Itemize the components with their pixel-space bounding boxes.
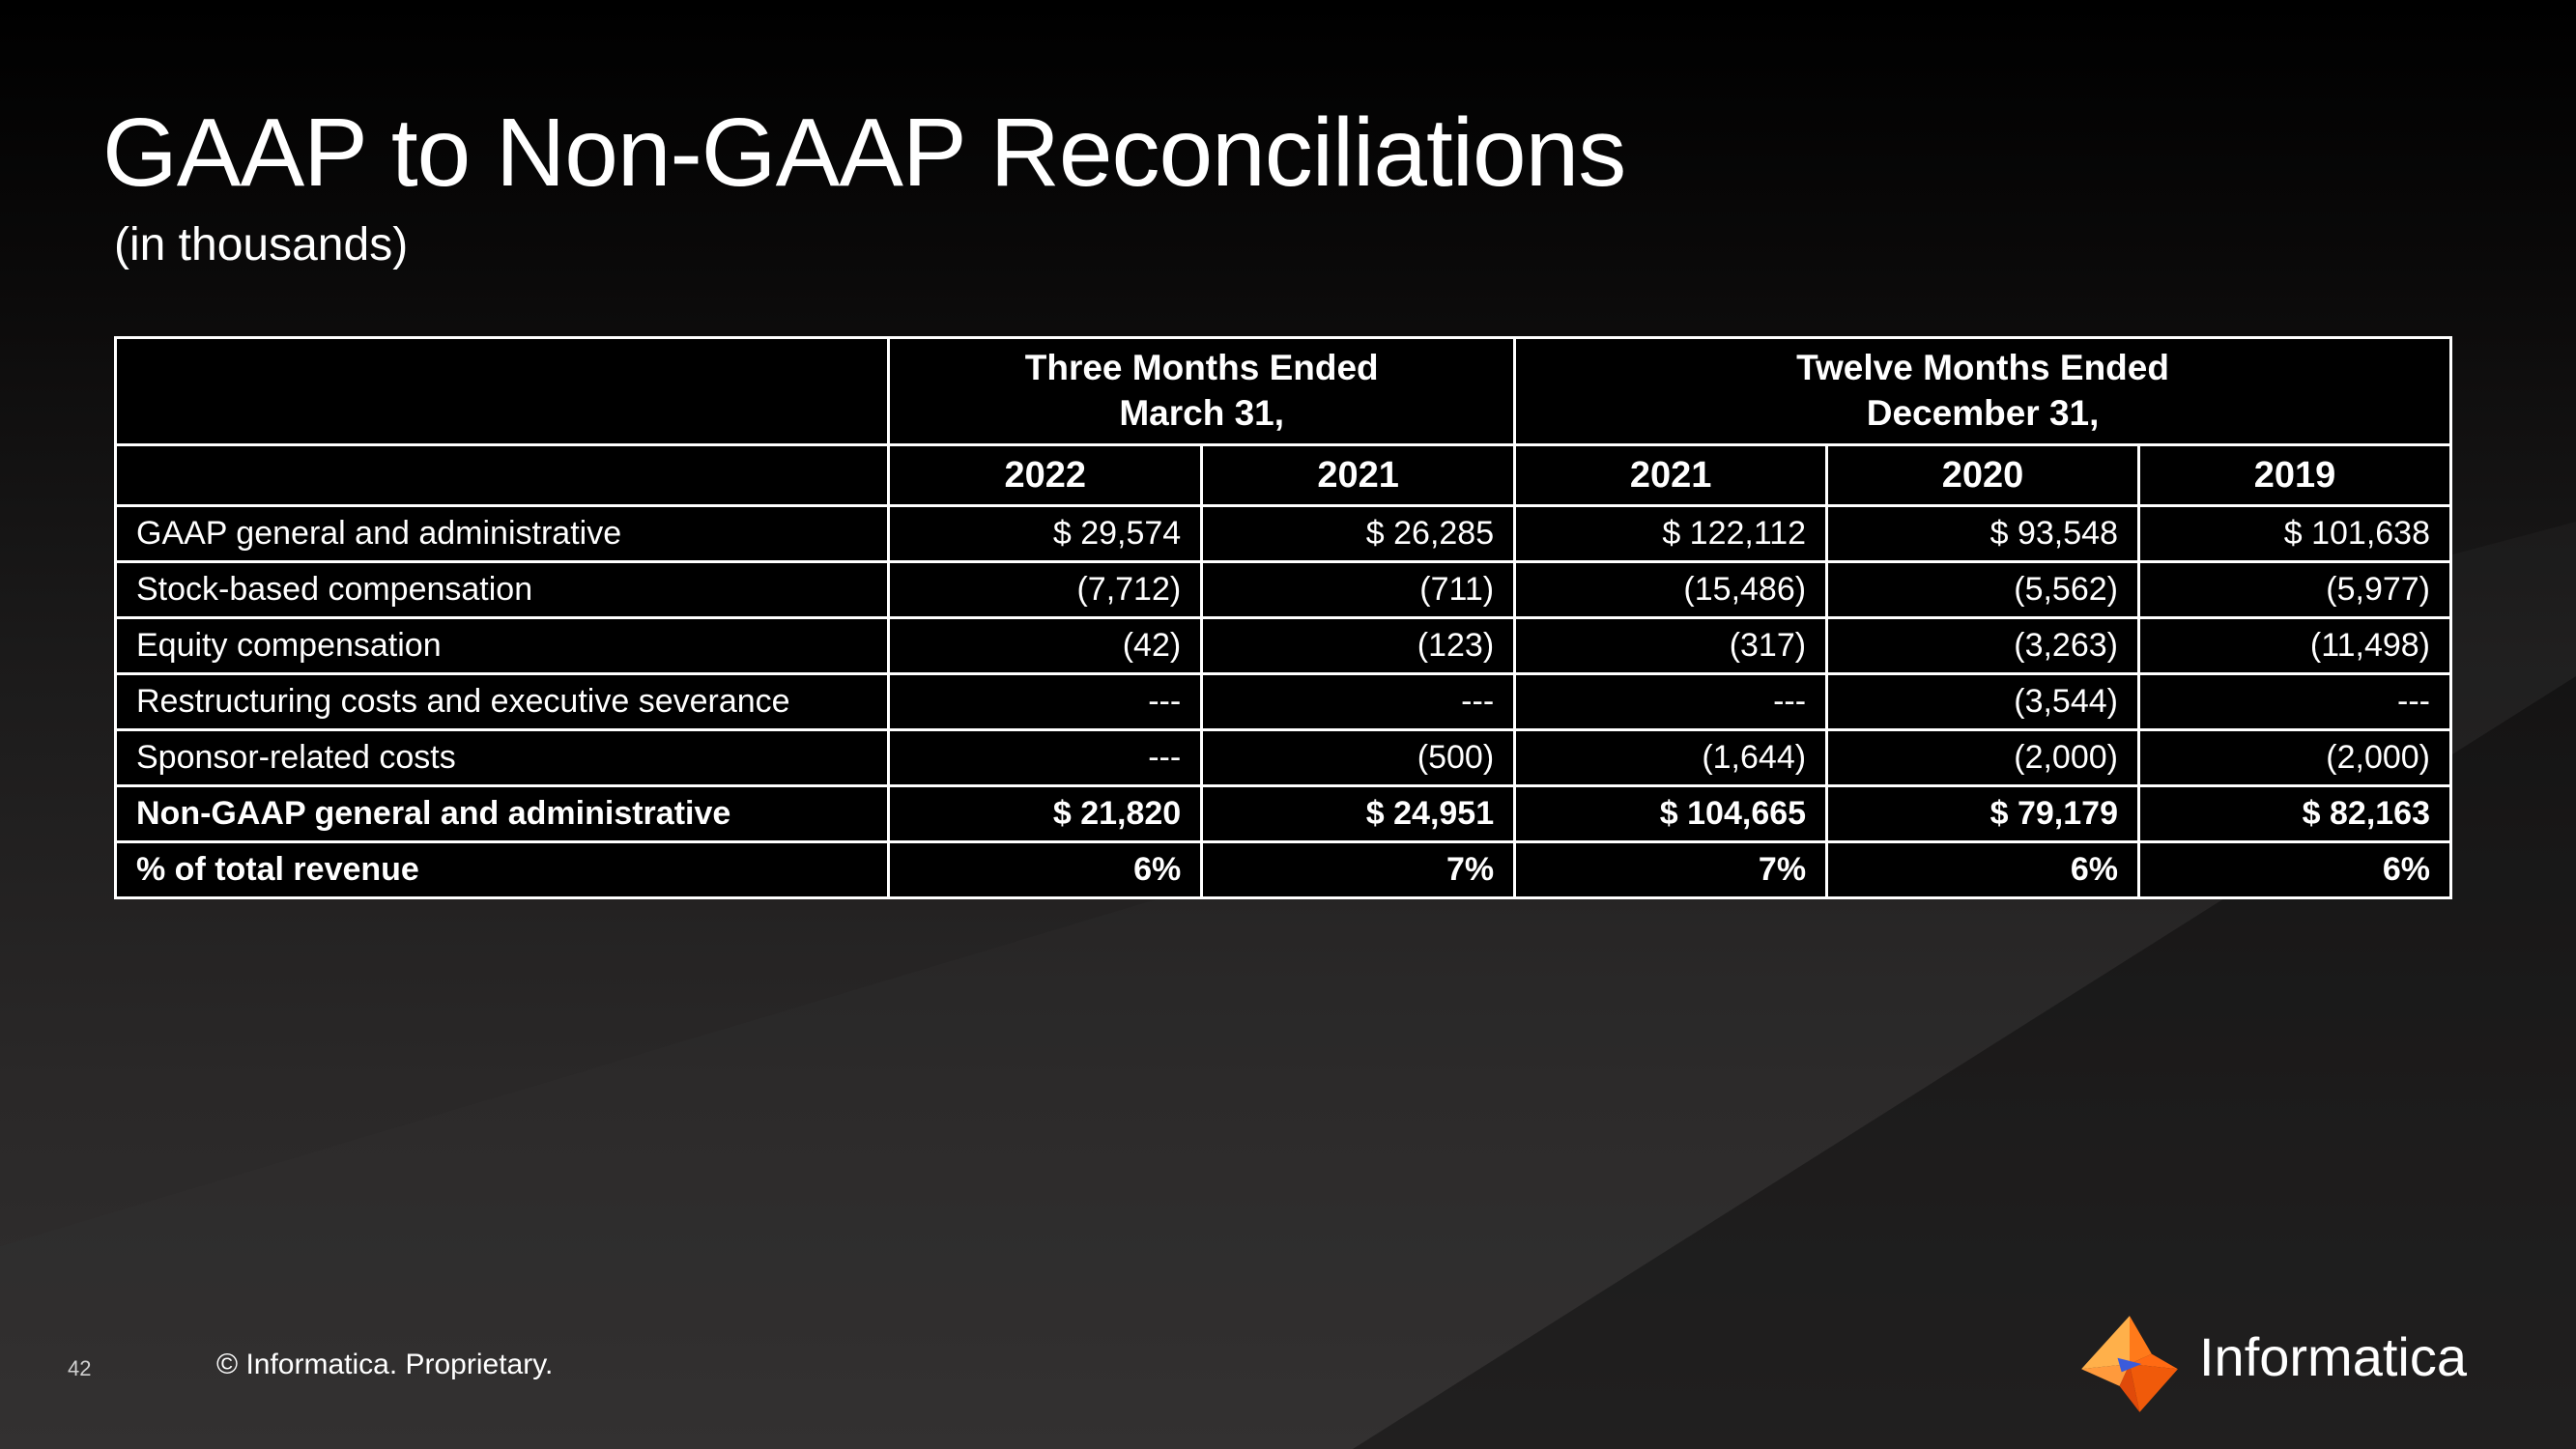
header-corner-cell xyxy=(116,338,889,445)
table-cell: 7% xyxy=(1202,842,1515,898)
table-cell: (3,263) xyxy=(1827,618,2139,674)
table-cell: (42) xyxy=(889,618,1202,674)
year-header: 2022 xyxy=(889,445,1202,506)
table-row-percent xyxy=(116,842,2451,898)
table-cell: (711) xyxy=(1202,562,1515,618)
year-header: 2021 xyxy=(1202,445,1515,506)
table-row xyxy=(116,506,2451,562)
table-cell: --- xyxy=(2138,674,2450,730)
brand-wordmark: Informatica xyxy=(2199,1326,2467,1387)
table-row xyxy=(116,674,2451,730)
table-cell: (1,644) xyxy=(1515,730,1827,786)
table-cell: 6% xyxy=(889,842,1202,898)
table-cell: $ 82,163 xyxy=(2138,786,2450,842)
row-label: Restructuring costs and executive severance xyxy=(116,674,889,730)
page-title: GAAP to Non-GAAP Reconciliations xyxy=(102,99,1626,207)
three-months-line2: March 31, xyxy=(1119,393,1285,433)
period-header-row xyxy=(116,338,2451,445)
table-cell: 6% xyxy=(2138,842,2450,898)
informatica-logo-icon xyxy=(2079,1314,2180,1414)
row-label: Equity compensation xyxy=(116,618,889,674)
year-corner-cell xyxy=(116,445,889,506)
table-cell: $ 21,820 xyxy=(889,786,1202,842)
year-header: 2020 xyxy=(1827,445,2139,506)
table-cell: 6% xyxy=(1827,842,2139,898)
table-row xyxy=(116,562,2451,618)
table-cell: $ 24,951 xyxy=(1202,786,1515,842)
three-months-line1: Three Months Ended xyxy=(1024,348,1379,388)
table-cell: (11,498) xyxy=(2138,618,2450,674)
table-cell: $ 93,548 xyxy=(1827,506,2139,562)
year-header: 2019 xyxy=(2138,445,2450,506)
table-cell: (15,486) xyxy=(1515,562,1827,618)
table-cell: (2,000) xyxy=(2138,730,2450,786)
twelve-months-header xyxy=(1515,338,2451,445)
year-header-row xyxy=(116,445,2451,506)
row-label: Non-GAAP general and administrative xyxy=(116,786,889,842)
table-cell: --- xyxy=(889,730,1202,786)
table-cell: --- xyxy=(1202,674,1515,730)
table-cell: (500) xyxy=(1202,730,1515,786)
table-cell: --- xyxy=(1515,674,1827,730)
table-cell: (123) xyxy=(1202,618,1515,674)
twelve-months-line1: Twelve Months Ended xyxy=(1796,348,2169,388)
year-header: 2021 xyxy=(1515,445,1827,506)
table-cell: (2,000) xyxy=(1827,730,2139,786)
table-row xyxy=(116,618,2451,674)
table-cell: --- xyxy=(889,674,1202,730)
table-cell: $ 26,285 xyxy=(1202,506,1515,562)
table-cell: $ 122,112 xyxy=(1515,506,1827,562)
table-row-total xyxy=(116,786,2451,842)
table-cell: $ 101,638 xyxy=(2138,506,2450,562)
row-label: Stock-based compensation xyxy=(116,562,889,618)
table-cell: (3,544) xyxy=(1827,674,2139,730)
row-label: GAAP general and administrative xyxy=(116,506,889,562)
table-cell: (317) xyxy=(1515,618,1827,674)
table-cell: (7,712) xyxy=(889,562,1202,618)
table-cell: 7% xyxy=(1515,842,1827,898)
table-cell: $ 79,179 xyxy=(1827,786,2139,842)
copyright-notice: © Informatica. Proprietary. xyxy=(216,1349,554,1380)
row-label: % of total revenue xyxy=(116,842,889,898)
page-number: 42 xyxy=(68,1356,92,1380)
page-subtitle: (in thousands) xyxy=(114,219,409,270)
table-cell: $ 29,574 xyxy=(889,506,1202,562)
table-row xyxy=(116,730,2451,786)
table-cell: (5,977) xyxy=(2138,562,2450,618)
table-cell: (5,562) xyxy=(1827,562,2139,618)
three-months-header xyxy=(889,338,1515,445)
row-label: Sponsor-related costs xyxy=(116,730,889,786)
table-cell: $ 104,665 xyxy=(1515,786,1827,842)
twelve-months-line2: December 31, xyxy=(1866,393,2100,433)
reconciliation-table xyxy=(114,336,2452,899)
